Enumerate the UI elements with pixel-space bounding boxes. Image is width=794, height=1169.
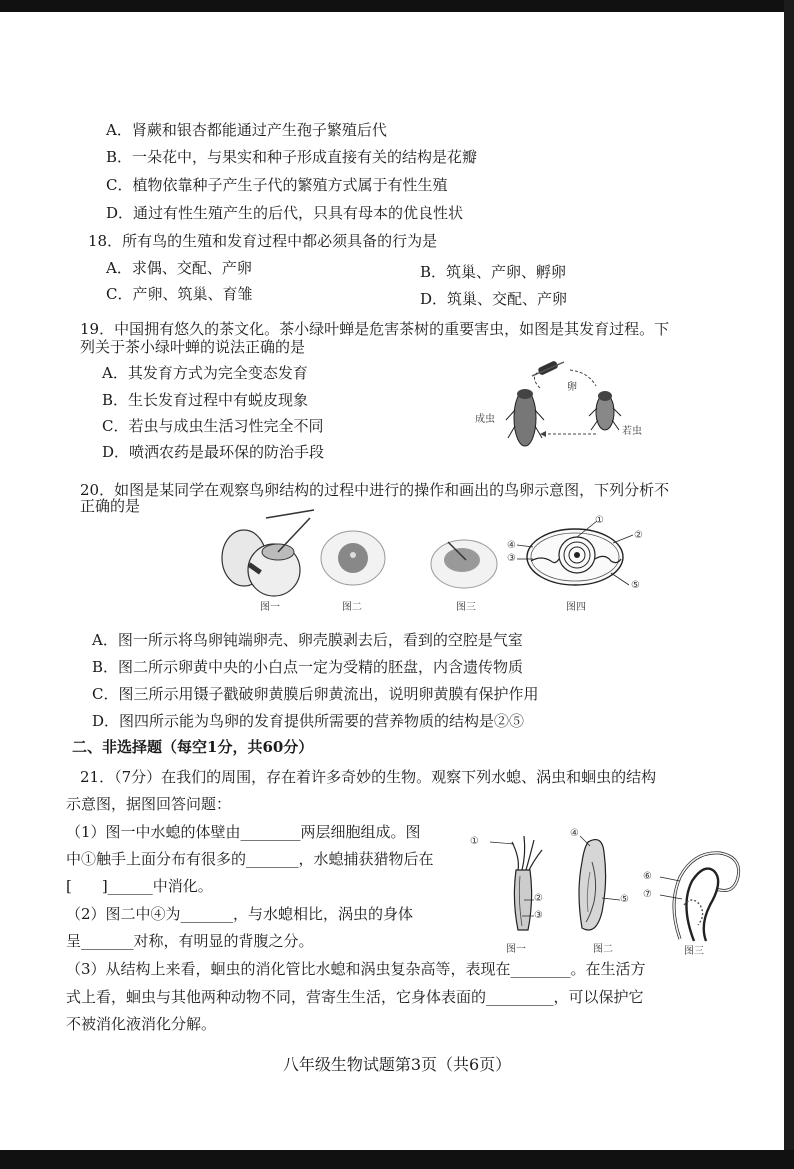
scan-border-top xyxy=(0,0,794,12)
egg-figure-2 xyxy=(318,528,388,588)
nymph-drawing xyxy=(589,391,621,430)
egg-marker-3: ③ xyxy=(507,553,516,564)
scan-border-bottom xyxy=(0,1150,794,1169)
q20-caption-3: 图三 xyxy=(456,602,476,613)
q19-stem-line2: 列关于茶小绿叶蝉的说法正确的是 xyxy=(80,338,306,356)
egg-marker-5: ⑤ xyxy=(631,580,640,591)
roundworm-marker-7: ⑦ xyxy=(643,889,652,900)
egg-marker-1: ① xyxy=(595,515,604,526)
q19-option-a: A．其发育方式为完全变态发育 xyxy=(102,364,308,382)
q19-option-d: D．喷洒农药是最环保的防治手段 xyxy=(102,443,325,461)
nymph-label: 若虫 xyxy=(622,426,642,437)
q21-part3-line1: （3）从结构上来看，蛔虫的消化管比水螅和涡虫复杂高等，表现在________。在生活方 xyxy=(66,960,646,978)
q21-caption-1: 图一 xyxy=(506,944,526,955)
q18-option-a: A．求偶、交配、产卵 xyxy=(106,259,252,277)
q21-part1-line2: 中①触手上面分布有很多的_______，水螅捕获猎物后在 xyxy=(66,850,434,868)
roundworm-figure xyxy=(650,845,745,945)
q20-option-c: C．图三所示用镊子戳破卵黄膜后卵黄流出，说明卵黄膜有保护作用 xyxy=(92,685,539,703)
section2-title: 二、非选择题（每空1分，共60分） xyxy=(72,738,314,756)
hydra-figure xyxy=(490,830,560,940)
q17-option-d: D．通过有性生殖产生的后代，只具有母本的优良性状 xyxy=(106,204,464,222)
q20-option-b: B．图二所示卵黄中央的小白点一定为受精的胚盘，内含遗传物质 xyxy=(92,658,524,676)
egg-marker-2: ② xyxy=(634,530,643,541)
page-footer: 八年级生物试题第3页（共6页） xyxy=(282,1055,512,1074)
q20-caption-4: 图四 xyxy=(566,602,586,613)
egg-figure-3 xyxy=(428,536,500,592)
leafhopper-lifecycle-figure xyxy=(470,360,650,455)
egg-figure-4 xyxy=(505,515,645,595)
roundworm-marker-6: ⑥ xyxy=(643,871,652,882)
q18-option-d: D．筑巢、交配、产卵 xyxy=(420,290,568,308)
q21-caption-2: 图二 xyxy=(593,944,613,955)
q19-option-b: B．生长发育过程中有蜕皮现象 xyxy=(102,391,309,409)
q18-option-c: C．产卵、筑巢、育雏 xyxy=(106,285,253,303)
planarian-marker-5: ⑤ xyxy=(620,894,629,905)
planarian-figure xyxy=(572,832,632,942)
q21-part1-line1: （1）图一中水螅的体壁由________两层细胞组成。图 xyxy=(66,823,421,841)
q20-caption-2: 图二 xyxy=(342,602,362,613)
egg-figure-1 xyxy=(214,510,314,600)
q21-part3-line2: 式上看，蛔虫与其他两种动物不同，营寄生生活，它身体表面的_________，可以保护它 xyxy=(66,988,644,1006)
q20-option-d: D．图四所示能为鸟卵的发育提供所需要的营养物质的结构是②⑤ xyxy=(92,712,525,730)
adult-label: 成虫 xyxy=(475,414,495,425)
q20-stem-line2: 正确的是 xyxy=(80,497,141,515)
q21-part1-line3: [ ]______中消化。 xyxy=(66,877,213,895)
q21-stem-line1: 21．（7分）在我们的周围，存在着许多奇妙的生物。观察下列水螅、涡虫和蛔虫的结构 xyxy=(80,768,657,786)
q21-caption-3: 图三 xyxy=(684,946,704,957)
q19-option-c: C．若虫与成虫生活习性完全不同 xyxy=(102,417,324,435)
hydra-marker-3: ③ xyxy=(534,910,543,921)
q17-option-b: B．一朵花中，与果实和种子形成直接有关的结构是花瓣 xyxy=(106,148,478,166)
hydra-marker-2: ② xyxy=(534,893,543,904)
q20-caption-1: 图一 xyxy=(260,602,280,613)
q19-stem-line1: 19．中国拥有悠久的茶文化。茶小绿叶蝉是危害茶树的重要害虫，如图是其发育过程。下 xyxy=(80,320,670,338)
q20-stem-line1: 20．如图是某同学在观察鸟卵结构的过程中进行的操作和画出的鸟卵示意图，下列分析不 xyxy=(80,481,670,499)
q21-stem-line2: 示意图，据图回答问题： xyxy=(66,795,232,813)
q18-option-b: B．筑巢、产卵、孵卵 xyxy=(420,263,567,281)
q21-part2-line1: （2）图二中④为_______，与水螅相比，涡虫的身体 xyxy=(66,905,414,923)
q21-part3-line3: 不被消化液消化分解。 xyxy=(66,1015,217,1033)
q17-option-a: A．肾蕨和银杏都能通过产生孢子繁殖后代 xyxy=(106,121,387,139)
egg-label: 卵 xyxy=(567,382,577,393)
egg-marker-4: ④ xyxy=(507,540,516,551)
q17-option-c: C．植物依靠种子产生子代的繁殖方式属于有性生殖 xyxy=(106,176,448,194)
q18-stem: 18．所有鸟的生殖和发育过程中都必须具备的行为是 xyxy=(88,232,438,250)
adult-drawing xyxy=(506,389,544,446)
planarian-marker-4: ④ xyxy=(570,828,579,839)
q20-option-a: A．图一所示将鸟卵钝端卵壳、卵壳膜剥去后，看到的空腔是气室 xyxy=(92,631,523,649)
hydra-marker-1: ① xyxy=(470,836,479,847)
q21-part2-line2: 呈_______对称，有明显的背腹之分。 xyxy=(66,932,314,950)
scan-border-right xyxy=(784,0,794,1169)
